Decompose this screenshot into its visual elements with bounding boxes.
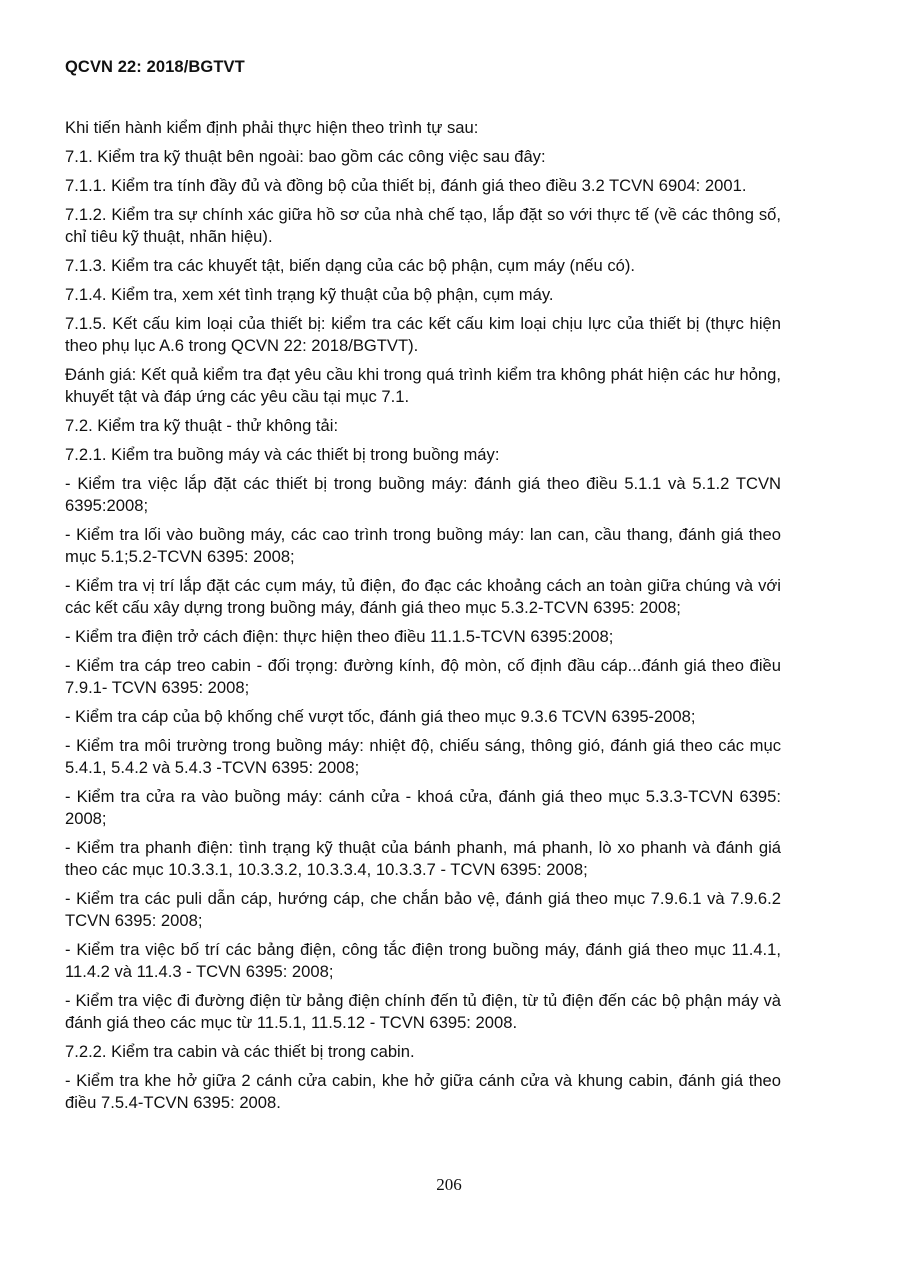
paragraph: 7.2. Kiểm tra kỹ thuật - thử không tải:	[65, 416, 339, 435]
paragraph: - Kiểm tra việc lắp đặt các thiết bị trong buồng máy: đánh giá theo điều 5.1.1 và 5.1.2 TCVN 6395:2008;	[65, 474, 781, 515]
page-number: 206	[436, 1175, 462, 1194]
paragraph: - Kiểm tra cáp của bộ khống chế vượt tốc, đánh giá theo mục 9.3.6 TCVN 6395-2008;	[65, 707, 696, 726]
paragraph: 7.1. Kiểm tra kỹ thuật bên ngoài: bao gồm các công việc sau đây:	[65, 147, 546, 166]
paragraph: 7.1.3. Kiểm tra các khuyết tật, biến dạng của các bộ phận, cụm máy (nếu có).	[65, 256, 636, 275]
document-code-header: QCVN 22: 2018/BGTVT	[65, 58, 245, 76]
paragraph: - Kiểm tra phanh điện: tình trạng kỹ thuật của bánh phanh, má phanh, lò xo phanh và đánh giá theo các mục 10.3.3.1, 10.3.3.2, 10.3.3.4, 10.3.3.7 - TCVN 6395: 2008;	[65, 838, 781, 879]
paragraph: - Kiểm tra điện trở cách điện: thực hiện theo điều 11.1.5-TCVN 6395:2008;	[65, 627, 614, 646]
paragraph: 7.1.2. Kiểm tra sự chính xác giữa hồ sơ của nhà chế tạo, lắp đặt so với thực tế (về các thông số, chỉ tiêu kỹ thuật, nhãn hiệu).	[65, 205, 781, 246]
paragraph: - Kiểm tra môi trường trong buồng máy: nhiệt độ, chiếu sáng, thông gió, đánh giá theo các mục 5.4.1, 5.4.2 và 5.4.3 -TCVN 6395: 2008;	[65, 736, 781, 777]
paragraph: 7.2.2. Kiểm tra cabin và các thiết bị trong cabin.	[65, 1042, 415, 1061]
paragraph: Khi tiến hành kiểm định phải thực hiện theo trình tự sau:	[65, 118, 479, 137]
paragraph: - Kiểm tra việc đi đường điện từ bảng điện chính đến tủ điện, từ tủ điện đến các bộ phận máy và đánh giá theo các mục từ 11.5.1, 11.5.12 - TCVN 6395: 2008.	[65, 991, 781, 1032]
paragraph: 7.1.4. Kiểm tra, xem xét tình trạng kỹ thuật của bộ phận, cụm máy.	[65, 285, 554, 304]
paragraph: Đánh giá: Kết quả kiểm tra đạt yêu cầu khi trong quá trình kiểm tra không phát hiện các hư hỏng, khuyết tật và đáp ứng các yêu cầu tại mục 7.1.	[65, 365, 781, 406]
paragraph: - Kiểm tra lối vào buồng máy, các cao trình trong buồng máy: lan can, cầu thang, đánh giá theo mục 5.1;5.2-TCVN 6395: 2008;	[65, 525, 781, 566]
paragraph: 7.2.1. Kiểm tra buồng máy và các thiết bị trong buồng máy:	[65, 445, 500, 464]
paragraph: - Kiểm tra việc bố trí các bảng điện, công tắc điện trong buồng máy, đánh giá theo mục 11.4.1, 11.4.2 và 11.4.3 - TCVN 6395: 2008;	[65, 940, 781, 981]
paragraph: - Kiểm tra cửa ra vào buồng máy: cánh cửa - khoá cửa, đánh giá theo mục 5.3.3-TCVN 6395: 2008;	[65, 787, 781, 828]
document-body	[65, 117, 781, 1121]
paragraph: - Kiểm tra khe hở giữa 2 cánh cửa cabin, khe hở giữa cánh cửa và khung cabin, đánh giá theo điều 7.5.4-TCVN 6395: 2008.	[65, 1071, 781, 1112]
paragraph: - Kiểm tra cáp treo cabin - đối trọng: đường kính, độ mòn, cố định đầu cáp...đánh giá theo điều 7.9.1- TCVN 6395: 2008;	[65, 656, 781, 697]
paragraph: 7.1.1. Kiểm tra tính đầy đủ và đồng bộ của thiết bị, đánh giá theo điều 3.2 TCVN 6904: 2001.	[65, 176, 747, 195]
paragraph: 7.1.5. Kết cấu kim loại của thiết bị: kiểm tra các kết cấu kim loại chịu lực của thiết bị (thực hiện theo phụ lục A.6 trong QCVN 22: 2018/BGTVT).	[65, 314, 781, 355]
paragraph: - Kiểm tra các puli dẫn cáp, hướng cáp, che chắn bảo vệ, đánh giá theo mục 7.9.6.1 và 7.9.6.2 TCVN 6395: 2008;	[65, 889, 781, 930]
paragraph: - Kiểm tra vị trí lắp đặt các cụm máy, tủ điện, đo đạc các khoảng cách an toàn giữa chúng và với các kết cấu xây dựng trong buồng máy, đánh giá theo mục 5.3.2-TCVN 6395: 2008;	[65, 576, 781, 617]
